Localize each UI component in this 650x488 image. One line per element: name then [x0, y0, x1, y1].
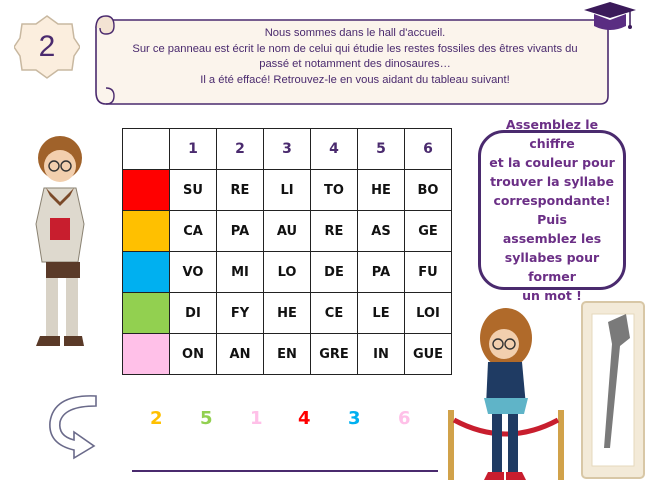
code-digit: 3 [348, 408, 361, 429]
instruction-line: Assemblez le chiffre [505, 117, 599, 151]
row-color-red [123, 170, 170, 211]
syllable-cell: AS [358, 211, 405, 252]
code-digit: 2 [150, 408, 163, 429]
syllable-cell: LI [264, 170, 311, 211]
instruction-line: et la couleur pour [489, 155, 615, 170]
instruction-box [478, 117, 626, 303]
intro-line: Sur ce panneau est écrit le nom de celui qui étudie les restes fossiles des êtres vivants du [132, 42, 578, 55]
row-color-blue [123, 252, 170, 293]
step-number: 2 [38, 30, 56, 63]
syllable-cell: LOI [405, 293, 452, 334]
instruction-line: correspondante! Puis [493, 193, 611, 227]
syllable-grid [122, 128, 452, 375]
code-digit: 5 [200, 408, 213, 429]
syllable-cell: DI [170, 293, 217, 334]
syllable-cell: GRE [311, 334, 358, 375]
syllable-cell: SU [170, 170, 217, 211]
syllable-cell: MI [217, 252, 264, 293]
syllable-cell: GE [405, 211, 452, 252]
grid-row-blue [123, 252, 452, 293]
girl-museum-illustration [440, 298, 650, 488]
code-digit: 4 [298, 408, 311, 429]
syllable-cell: RE [217, 170, 264, 211]
syllable-cell: HE [358, 170, 405, 211]
syllable-cell: FU [405, 252, 452, 293]
code-digit: 6 [398, 408, 411, 429]
grid-row-green [123, 293, 452, 334]
column-number: 2 [217, 129, 264, 170]
instruction-line: syllabes pour former [504, 250, 600, 284]
syllable-cell: CE [311, 293, 358, 334]
syllable-cell: BO [405, 170, 452, 211]
girl-glasses-illustration [14, 132, 94, 364]
grid-header-row [123, 129, 452, 170]
syllable-cell: CA [170, 211, 217, 252]
syllable-cell: LO [264, 252, 311, 293]
row-color-green [123, 293, 170, 334]
column-number: 4 [311, 129, 358, 170]
instruction-line: assemblez les [502, 231, 602, 246]
grid-row-orange [123, 211, 452, 252]
column-number: 3 [264, 129, 311, 170]
syllable-cell: LE [358, 293, 405, 334]
syllable-cell: GUE [405, 334, 452, 375]
column-number: 1 [170, 129, 217, 170]
syllable-cell: IN [358, 334, 405, 375]
syllable-cell: HE [264, 293, 311, 334]
syllable-cell: FY [217, 293, 264, 334]
instruction-line: trouver la syllabe [490, 174, 614, 189]
syllable-cell: PA [217, 211, 264, 252]
column-number: 5 [358, 129, 405, 170]
syllable-cell: VO [170, 252, 217, 293]
code-digit: 1 [250, 408, 263, 429]
intro-text [120, 26, 590, 88]
grid-row-pink [123, 334, 452, 375]
intro-line: passé et notamment des dinosaures… [259, 58, 451, 70]
syllable-cell: PA [358, 252, 405, 293]
syllable-cell: RE [311, 211, 358, 252]
intro-line: Il a été effacé! Retrouvez-le en vous aidant du tableau suivant! [200, 73, 510, 86]
syllable-cell: AU [264, 211, 311, 252]
syllable-cell: ON [170, 334, 217, 375]
syllable-cell: TO [311, 170, 358, 211]
column-number: 6 [405, 129, 452, 170]
grid-corner-cell [123, 129, 170, 170]
row-color-orange [123, 211, 170, 252]
intro-line: Nous sommes dans le hall d'accueil. [264, 27, 446, 39]
answer-line[interactable] [132, 470, 438, 472]
instruction-line: un mot ! [522, 288, 582, 303]
syllable-cell: EN [264, 334, 311, 375]
syllable-cell: DE [311, 252, 358, 293]
row-color-pink [123, 334, 170, 375]
graduation-hat-icon [584, 0, 636, 36]
grid-row-red [123, 170, 452, 211]
curved-arrow-icon [44, 390, 104, 460]
syllable-cell: AN [217, 334, 264, 375]
